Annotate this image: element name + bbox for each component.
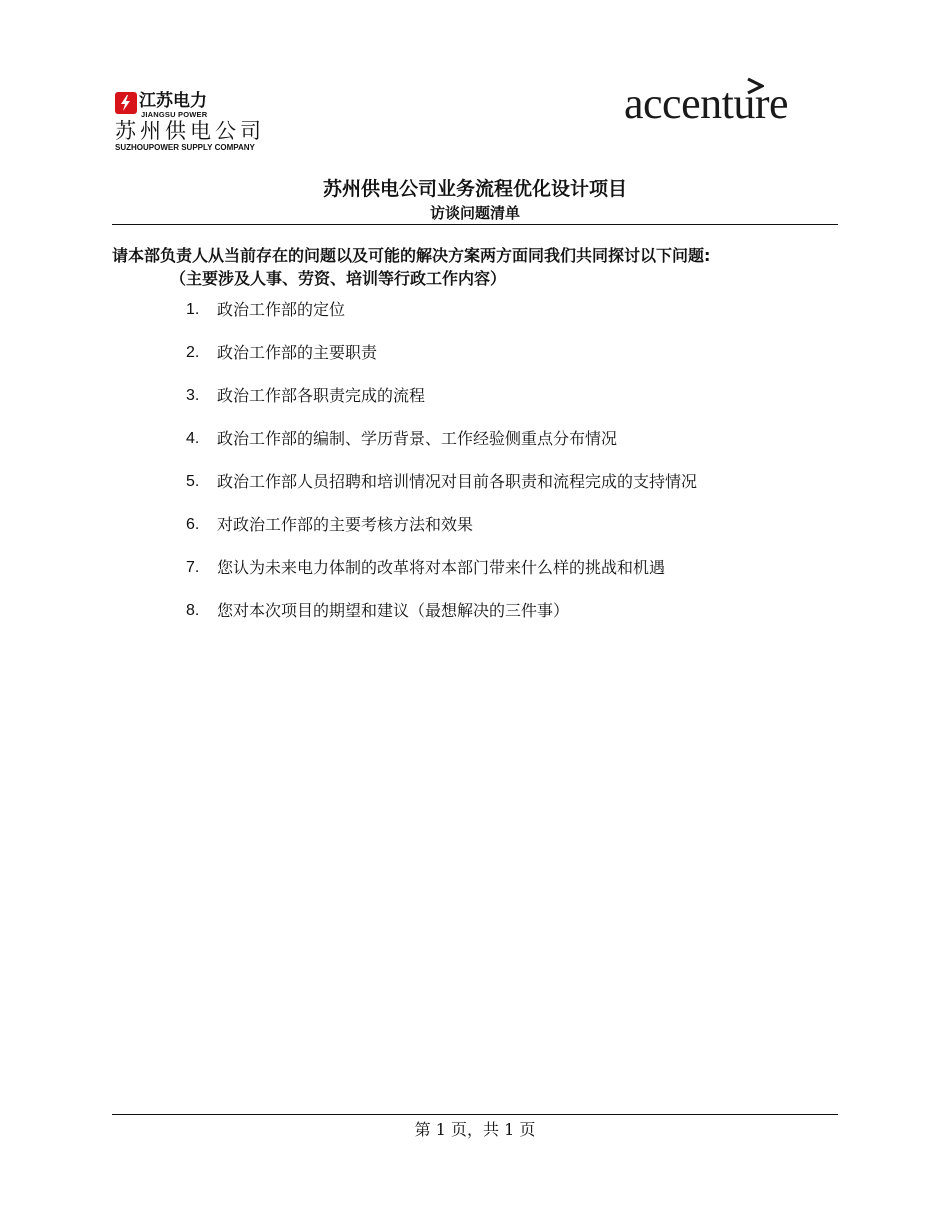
- question-text: 政治工作部人员招聘和培训情况对目前各职责和流程完成的支持情况: [217, 472, 698, 491]
- question-number: 8.: [186, 602, 200, 619]
- document-title: 苏州供电公司业务流程优化设计项目: [322, 178, 627, 200]
- list-item: [186, 427, 697, 470]
- question-text: 您对本次项目的期望和建议（最想解决的三件事）: [217, 601, 570, 620]
- footer-divider: [112, 1114, 838, 1115]
- list-item: [186, 513, 697, 556]
- list-item: [186, 599, 697, 642]
- question-number: 1.: [186, 301, 200, 318]
- question-text: 对政治工作部的主要考核方法和效果: [217, 515, 474, 534]
- jiangsu-power-mark-icon: [115, 92, 137, 114]
- accenture-chevron-icon: [746, 76, 764, 96]
- header-divider: [112, 224, 838, 225]
- question-number: 6.: [186, 516, 200, 533]
- scope-note: （主要涉及人事、劳资、培训等行政工作内容）: [170, 269, 507, 288]
- list-item: [186, 298, 697, 341]
- document-subtitle: 访谈问题清单: [429, 204, 520, 222]
- question-text: 政治工作部各职责完成的流程: [217, 386, 426, 405]
- question-number: 5.: [186, 473, 200, 490]
- accenture-logo: [624, 72, 834, 132]
- brand-name-cn: 江苏电力: [139, 91, 207, 111]
- accenture-wordmark: accenture: [624, 79, 789, 128]
- question-number: 7.: [186, 559, 200, 576]
- intro-text: 请本部负责人从当前存在的问题以及可能的解决方案两方面同我们共同探讨以下问题:: [112, 246, 711, 265]
- question-number: 4.: [186, 430, 200, 447]
- question-text: 您认为未来电力体制的改革将对本部门带来什么样的挑战和机遇: [217, 558, 666, 577]
- suzhou-power-logo: [115, 90, 290, 154]
- brand-name-en: JIANGSU POWER: [141, 110, 208, 119]
- list-item: [186, 384, 697, 427]
- question-number: 3.: [186, 387, 200, 404]
- company-name-cn: 苏州供电公司: [115, 119, 265, 143]
- page-number: 第 1 页，共 1 页: [414, 1120, 536, 1139]
- company-name-en: SUZHOUPOWER SUPPLY COMPANY: [115, 143, 255, 152]
- question-text: 政治工作部的主要职责: [217, 343, 378, 362]
- question-number: 2.: [186, 344, 200, 361]
- list-item: [186, 341, 697, 384]
- question-list: [186, 298, 697, 642]
- list-item: [186, 470, 697, 513]
- list-item: [186, 556, 697, 599]
- question-text: 政治工作部的编制、学历背景、工作经验侧重点分布情况: [217, 429, 618, 448]
- question-text: 政治工作部的定位: [217, 300, 346, 319]
